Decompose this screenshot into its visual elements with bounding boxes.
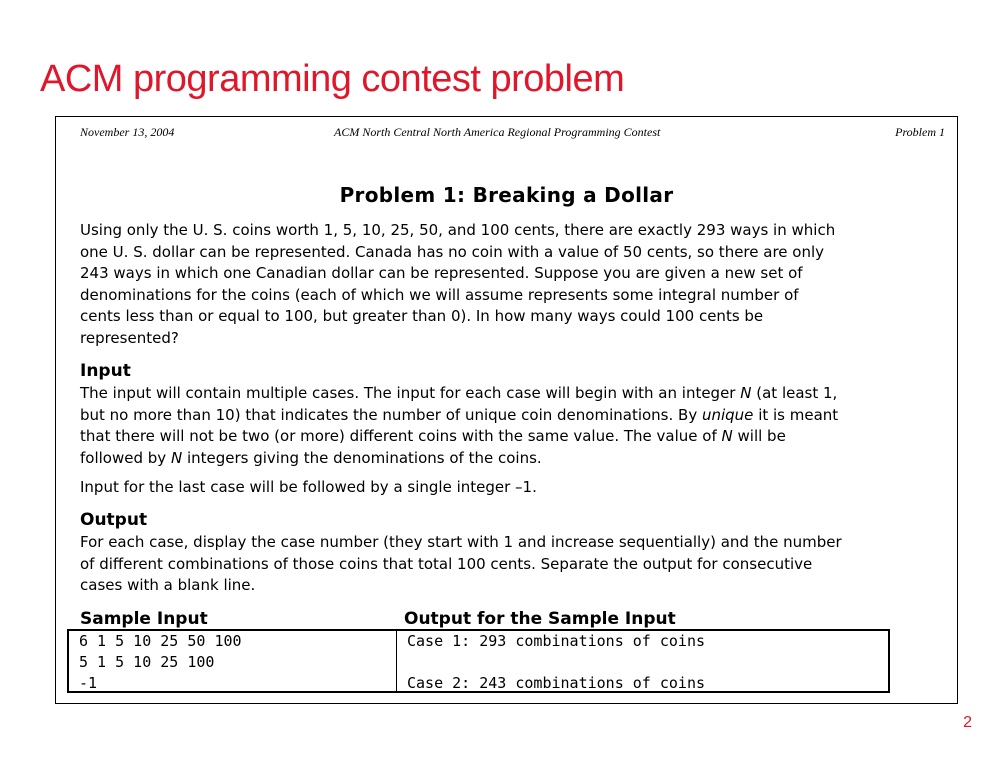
header-problem: Problem 1 (895, 125, 945, 139)
input-text-a: The input will contain multiple cases. The input for each case will begin with an integer (80, 384, 741, 402)
sample-output-label: Output for the Sample Input (404, 609, 676, 629)
sample-table (67, 629, 890, 693)
sample-input-label: Sample Input (80, 609, 208, 629)
input-paragraph (80, 383, 958, 469)
input-n-2: N (721, 427, 733, 445)
problem-title: Problem 1: Breaking a Dollar (339, 183, 674, 207)
slide-number: 2 (963, 714, 972, 731)
input-n-3: N (170, 448, 183, 467)
sample-output-line: Case 1: 293 combinations of coins (407, 632, 706, 650)
problem-document (55, 116, 958, 704)
input-last-case: Input for the last case will be followed by a single integer –1. (80, 478, 537, 496)
sample-divider (396, 631, 397, 691)
input-text-d: will be followed by (80, 427, 786, 467)
intro-paragraph: Using only the U. S. coins worth 1, 5, 10, 25, 50, and 100 cents, there are exactly 293 ways in which one U. S. dollar can be represented. Canada has no coin with a value of 50 cents, so there are only 243 ways in which one Canadian dollar can be represented. Suppose you are given a new set of denominations for the coins (each of which we will assume represents some integral number of cents less than or equal to 100, but greater than 0). In how many ways could 100 cents be represented? (80, 221, 836, 347)
sample-output-line: Case 2: 243 combinations of coins (407, 674, 706, 692)
input-unique: unique (701, 405, 754, 424)
sample-output-line (407, 652, 705, 673)
sample-input-line: 5 1 5 10 25 100 (79, 653, 215, 671)
input-n-1: N (740, 384, 752, 402)
input-text-e: integers giving the denominations of the coins. (182, 448, 542, 467)
sample-output-block (407, 631, 705, 694)
sample-input-line: -1 (79, 674, 98, 692)
document-header (80, 125, 945, 141)
output-heading: Output (80, 510, 148, 530)
sample-input-line: 6 1 5 10 25 50 100 (79, 632, 242, 650)
output-paragraph: For each case, display the case number (they start with 1 and increase sequentially) and the number of different combinations of those coins that total 100 cents. Separate the output for consecutive cases with a blank line. (80, 533, 842, 594)
input-heading: Input (80, 361, 131, 381)
header-date: November 13, 2004 (80, 125, 175, 139)
sample-input-block (79, 631, 242, 694)
slide-title: ACM programming contest problem (40, 58, 625, 100)
header-contest: ACM North Central North America Regional Programming Contest (334, 125, 661, 139)
input-text-c: it is meant that there will not be two (or more) different coins with the same value. The value of (80, 405, 839, 445)
input-text-b: (at least 1, but no more than 10) that indicates the number of unique coin denominations. By (80, 384, 838, 424)
